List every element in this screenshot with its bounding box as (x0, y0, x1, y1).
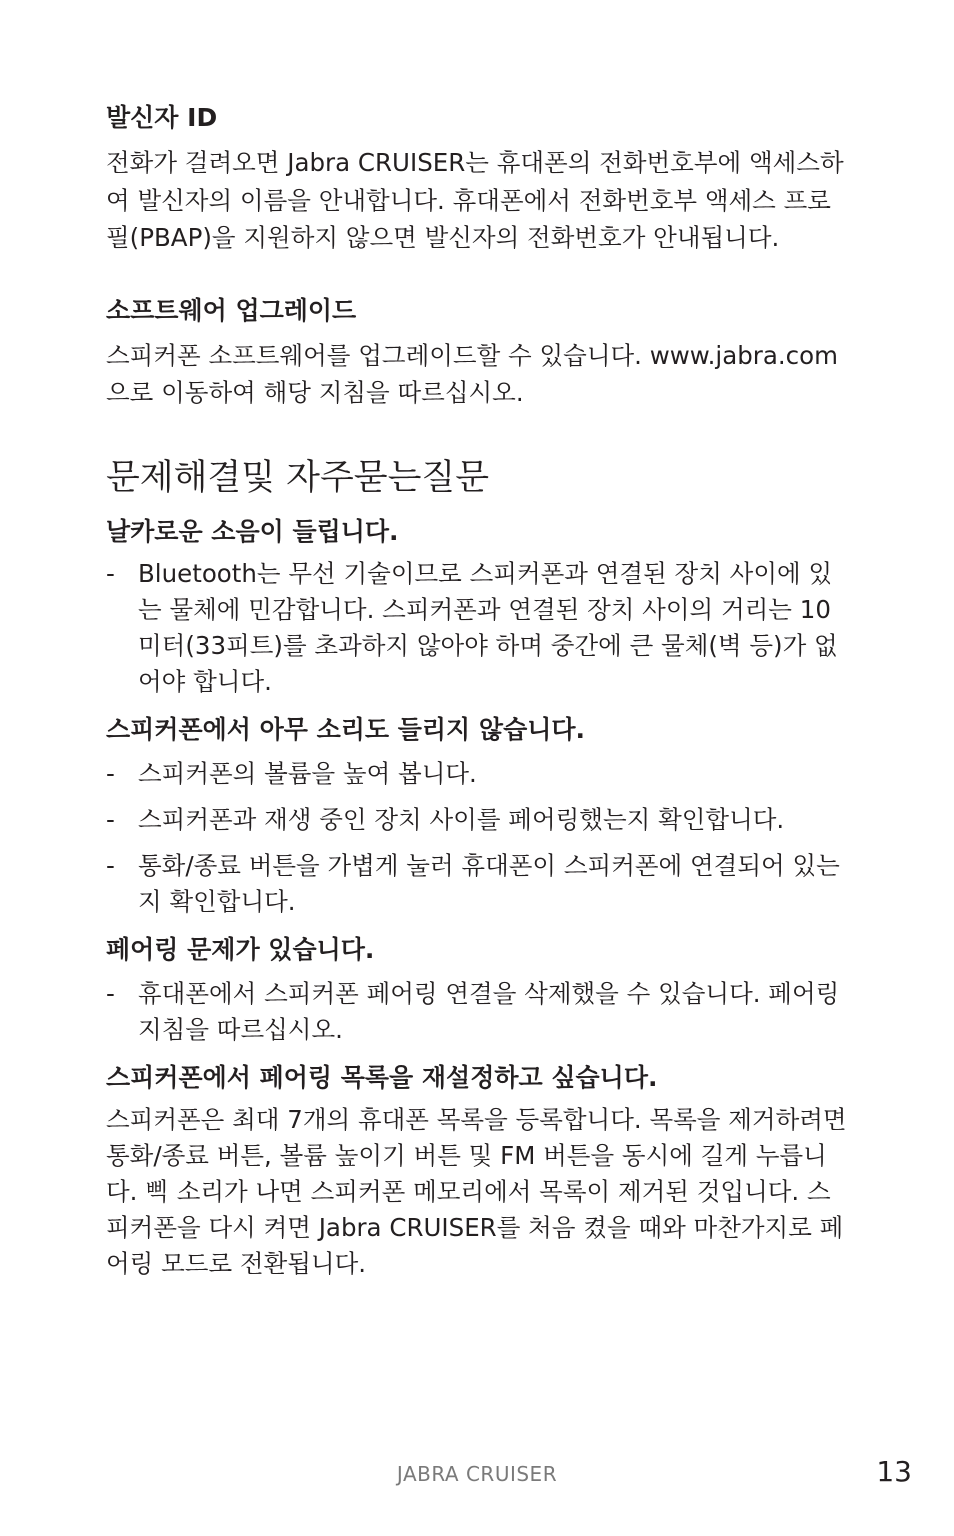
bullet-dash: - (106, 558, 115, 588)
faq-question-1: 날카로운 소음이 들립니다. (106, 516, 399, 546)
bullet-text: 휴대폰에서 스피커폰 페어링 연결을 삭제했을 수 있습니다. 페어링 지침을 따르십시오. (138, 978, 840, 1044)
bullet-dash: - (106, 850, 115, 880)
faq-2-bullet-3 (106, 848, 851, 920)
page-number: 13 (876, 1455, 912, 1488)
faq-2-bullet-1 (106, 756, 851, 792)
bullet-text: 스피커폰의 볼륨을 높여 봅니다. (138, 758, 477, 788)
faq-title: 문제해결및 자주묻는질문 (106, 457, 490, 498)
bullet-dash: - (106, 804, 115, 834)
bullet-text: 통화/종료 버튼을 가볍게 눌러 휴대폰이 스피커폰에 연결되어 있는지 확인합니다. (138, 850, 840, 916)
caller-id-body: 전화가 걸려오면 Jabra CRUISER는 휴대폰의 전화번호부에 액세스하여 발신자의 이름을 안내합니다. 휴대폰에서 전화번호부 액세스 프로필(PBAP)을 지원하지 않으면 발신자의 전화번호가 안내됩니다. (106, 148, 844, 252)
faq-1-bullet-1 (106, 556, 851, 700)
bullet-text: Bluetooth는 무선 기술이므로 스피커폰과 연결된 장치 사이에 있는 물체에 민감합니다. 스피커폰과 연결된 장치 사이의 거리는 10미터(33피트)를 초과하지 않아야 하며 중간에 큰 물체(벽 등)가 없어야 합니다. (138, 558, 838, 696)
page-content (106, 100, 851, 1282)
faq-4-body: 스피커폰은 최대 7개의 휴대폰 목록을 등록합니다. 목록을 제거하려면 통화/종료 버튼, 볼륨 높이기 버튼 및 FM 버튼을 동시에 길게 누릅니다. 삑 소리가 나면 스피커폰 메모리에서 목록이 제거된 것입니다. 스피커폰을 다시 켜면 Jabra CRUISER를 처음 켰을 때와 마찬가지로 페어링 모드로 전환됩니다. (106, 1104, 847, 1278)
faq-question-2: 스피커폰에서 아무 소리도 들리지 않습니다. (106, 714, 586, 744)
bullet-dash: - (106, 758, 115, 788)
faq-3-bullet-1 (106, 976, 851, 1048)
bullet-text: 스피커폰과 재생 중인 장치 사이를 페어링했는지 확인합니다. (138, 804, 785, 834)
software-upgrade-body: 스피커폰 소프트웨어를 업그레이드할 수 있습니다. www.jabra.com 으로 이동하여 해당 지침을 따르십시오. (106, 340, 838, 407)
faq-question-4: 스피커폰에서 페어링 목록을 재설정하고 싶습니다. (106, 1062, 658, 1092)
faq-question-3: 페어링 문제가 있습니다. (106, 934, 375, 964)
caller-id-heading: 발신자 ID (106, 103, 218, 132)
bullet-dash: - (106, 978, 115, 1008)
software-upgrade-heading: 소프트웨어 업그레이드 (106, 295, 357, 325)
footer-brand: JABRA CRUISER (396, 1462, 558, 1486)
faq-2-bullet-2 (106, 802, 851, 838)
